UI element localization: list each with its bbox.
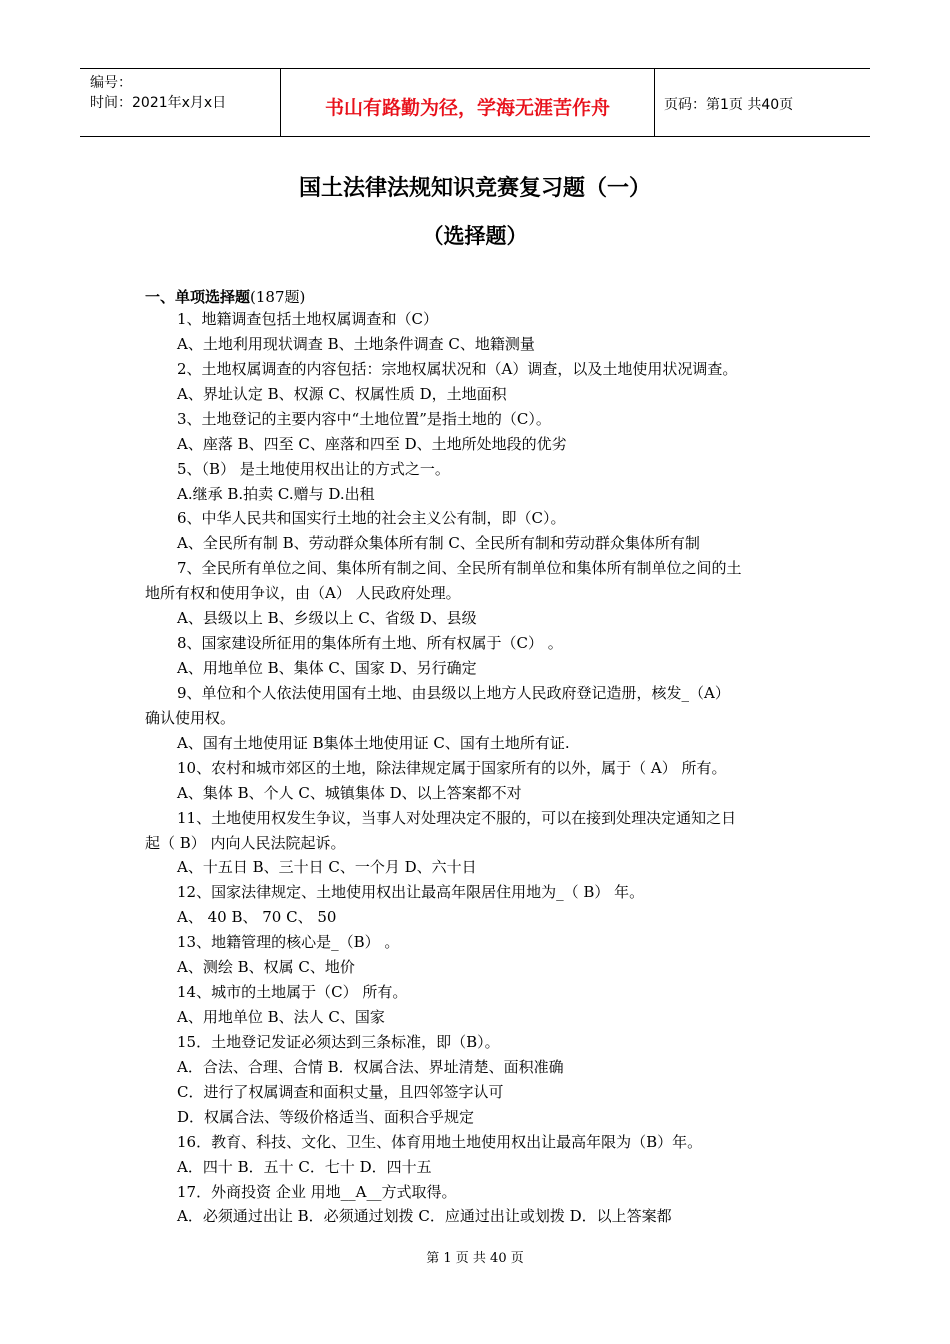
question-line: 地所有权和使用争议，由（A） 人民政府处理。 [145,584,461,603]
question-line: 16．教育、科技、文化、卫生、体育用地土地使用权出让最高年限为（B）年。 [177,1132,703,1151]
question-line: C．进行了权属调查和面积丈量，且四邻签字认可 [177,1082,504,1101]
question-line: A、国有土地使用证 B集体土地使用证 C、国有土地所有证. [177,733,570,752]
page-header [80,68,870,137]
question-line: D．权属合法、等级价格适当、面积合乎规定 [177,1107,475,1126]
question-line: A、测绘 B、权属 C、地价 [177,958,355,977]
question-line: 11、土地使用权发生争议，当事人对处理决定不服的，可以在接到处理决定通知之日 [177,808,737,827]
question-line: A、土地利用现状调查 B、土地条件调查 C、地籍测量 [177,334,535,353]
question-line: 17．外商投资 企业 用地__A__方式取得。 [177,1182,457,1201]
question-line: 15．土地登记发证必须达到三条标准，即（B）。 [177,1032,500,1051]
question-line: 起（ B） 内向人民法院起诉。 [145,833,346,852]
question-line: 13、地籍管理的核心是_（B） 。 [177,933,400,952]
question-line: A．必须通过出让 B．必须通过划拨 C．应通过出让或划拨 D．以上答案都 [177,1207,672,1226]
question-line: 10、农村和城市郊区的土地，除法律规定属于国家所有的以外，属于（ A） 所有。 [177,758,727,777]
question-line: 确认使用权。 [145,708,236,727]
question-line: A.继承 B.拍卖 C.赠与 D.出租 [177,484,375,503]
question-line: 9、单位和个人依法使用国有土地、由县级以上地方人民政府登记造册，核发_（A） [177,683,730,702]
question-line: A、座落 B、四至 C、座落和四至 D、土地所处地段的优劣 [177,434,567,453]
question-line: A、用地单位 B、集体 C、国家 D、另行确定 [177,659,477,678]
question-line: A、界址认定 B、权源 C、权属性质 D，土地面积 [177,384,507,403]
question-line: 6、中华人民共和国实行土地的社会主义公有制，即（C）。 [177,509,566,528]
question-line: A、集体 B、个人 C、城镇集体 D、以上答案都不对 [177,783,522,802]
question-line: 3、土地登记的主要内容中“土地位置”是指土地的（C）。 [177,409,551,428]
page-info: 页码：第1页 共40页 [664,97,794,113]
question-line: A、十五日 B、三十日 C、一个月 D、六十日 [177,858,477,877]
question-line: A、 40 B、 70 C、 50 [177,908,337,927]
question-line: 12、国家法律规定、土地使用权出让最高年限居住用地为_（ B） 年。 [177,883,645,902]
page-footer: 第 1 页 共 40 页 [426,1251,524,1266]
document-title: 国土法律法规知识竞赛复习题（一） [298,176,651,201]
question-line: 1、地籍调查包括土地权属调查和（C） [177,310,439,328]
header-left-cell [80,69,280,136]
question-line: 5、（B） 是土地使用权出让的方式之一。 [177,459,450,478]
document-subtitle: （选择题） [422,224,528,248]
section-count: (187题) [250,288,306,306]
header-motto-cell [280,69,655,136]
header-page-cell [654,69,870,136]
question-line: 8、国家建设所征用的集体所有土地、所有权属于（C） 。 [177,634,563,653]
section-heading [145,286,305,307]
question-line: A、全民所有制 B、劳动群众集体所有制 C、全民所有制和劳动群众集体所有制 [177,534,700,553]
time-label: 时间：2021年x月x日 [90,95,227,111]
question-line: 7、全民所有单位之间、集体所有制之间、全民所有制单位和集体所有制单位之间的土 [177,559,742,578]
question-line: A．四十 B．五十 C．七十 D．四十五 [177,1157,432,1176]
code-label: 编号： [90,75,132,91]
question-line: 2、土地权属调查的内容包括：宗地权属状况和（A）调查，以及土地使用状况调查。 [177,359,738,378]
question-line: A．合法、合理、合情 B．权属合法、界址清楚、面积准确 [177,1057,564,1076]
question-line: A、用地单位 B、法人 C、国家 [177,1008,385,1027]
motto: 书山有路勤为径，学海无涯苦作舟 [324,97,610,119]
section-title: 一、单项选择题 [145,288,251,306]
question-line: A、县级以上 B、乡级以上 C、省级 D、县级 [177,609,477,628]
question-line: 14、城市的土地属于（C） 所有。 [177,983,408,1002]
